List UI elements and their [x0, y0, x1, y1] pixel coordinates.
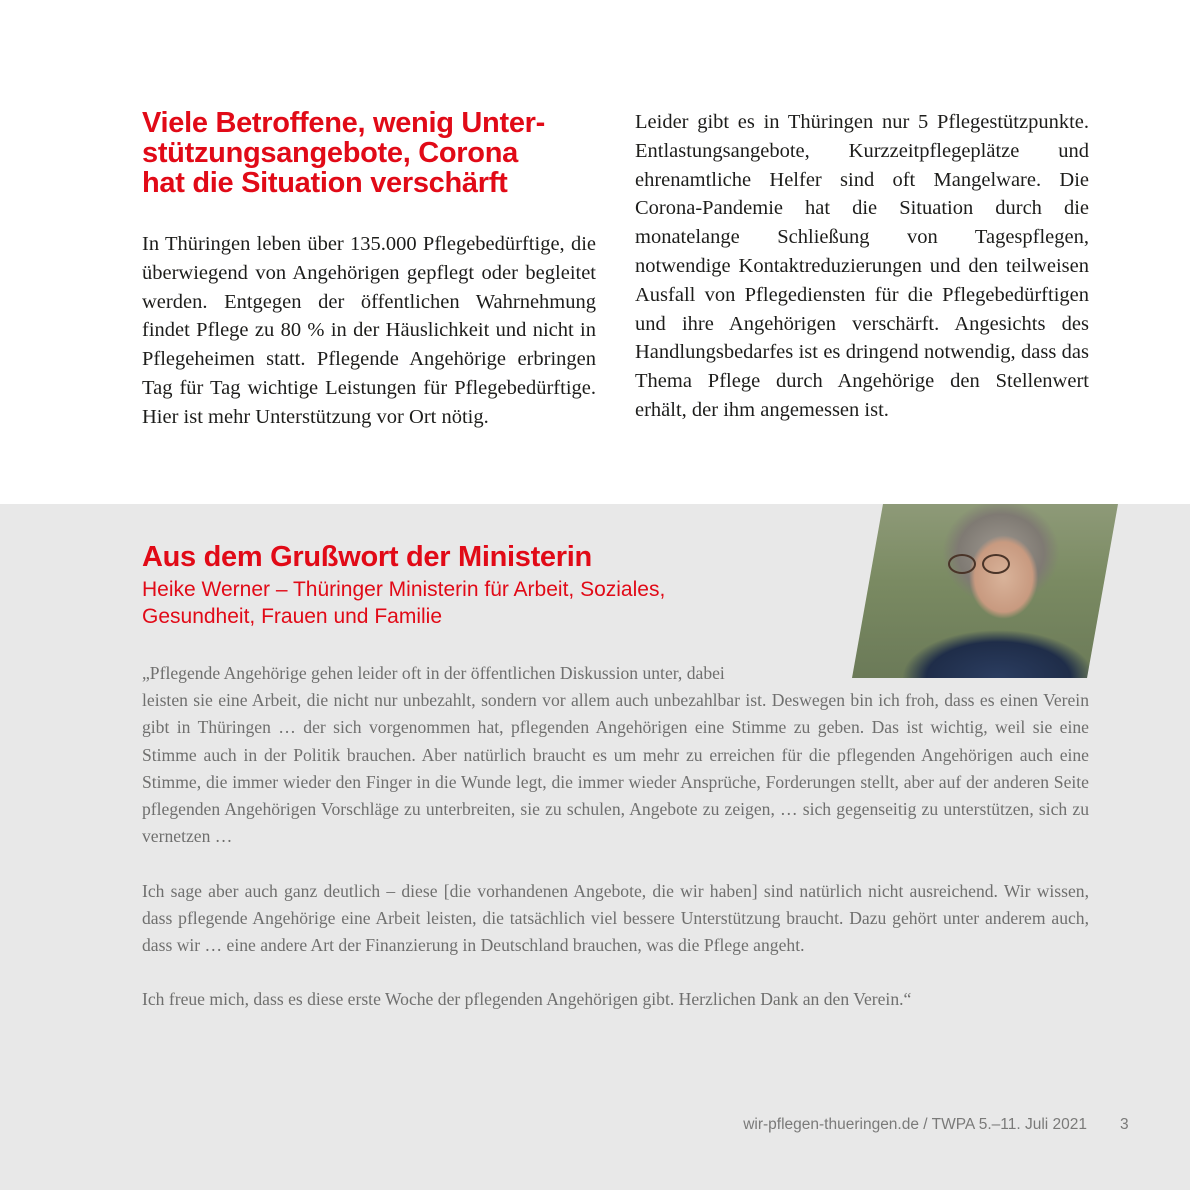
- left-column: [142, 108, 596, 432]
- quote-paragraph-2: Ich sage aber auch ganz deutlich – diese [die vorhandenen Angebote, die wir haben] sind natürlich nicht ausreichend. Wir wissen, dass pflegende Angehörige eine Arbeit leisten, die tatsächlich viel bessere Unterstützung braucht. Dazu gehört unter anderem auch, dass wir … eine andere Art der Finanzierung in Deutschland brauchen, was die Pflege angeht.: [142, 880, 1089, 956]
- intro-headline-line: Viele Betroffene, wenig Unter-: [142, 107, 545, 139]
- intro-paragraph-right: Leider gibt es in Thüringen nur 5 Pflegestützpunkte. Entlastungsangebote, Kurzzeitpflegeplätze und ehrenamtliche Helfer sind oft Mangelware. Die Corona-Pandemie hat die Situation durch die monatelange Schließung von Tagespflegen, notwendige Kontaktreduzierungen und den teilweisen Ausfall von Pflegediensten für die Pflegebedürftigen und ihre Angehörigen verschärft. Angesichts des Handlungsbedarfes ist es dringend notwendig, dass das Thema Pflege durch Angehörige den Stellenwert erhält, der ihm angemessen ist.: [635, 111, 1089, 421]
- minister-quote: [142, 660, 1089, 1041]
- greeting-subtitle-line: Gesundheit, Frauen und Familie: [142, 605, 442, 628]
- intro-paragraph-left: In Thüringen leben über 135.000 Pflegebedürftige, die überwiegend von Angehörigen gepflegt oder begleitet werden. Entgegen der öffentlichen Wahrnehmung findet Pflege zu 80 % in der Häuslichkeit und nicht in Pflegeheimen statt. Pflegende Angehörige erbringen Tag für Tag wichtige Leistungen für Pflegebedürftige. Hier ist mehr Unterstützung vor Ort nötig.: [142, 233, 596, 428]
- minister-portrait-photo: [852, 504, 1118, 678]
- glasses-shape: [948, 554, 1010, 570]
- intro-section: [0, 0, 1190, 504]
- quote-paragraph-3: Ich freue mich, dass es diese erste Woche der pflegenden Angehörigen gibt. Herzlichen Dank an den Verein.“: [142, 989, 912, 1010]
- greeting-subtitle: [142, 576, 782, 630]
- intro-headline-line: stützungsangebote, Corona: [142, 137, 518, 169]
- quote-first-line: „Pflegende Angehörige gehen leider oft in der öffentlichen Diskussion unter, dabei: [142, 663, 725, 683]
- intro-headline: [142, 108, 596, 198]
- quote-paragraph-1: leisten sie eine Arbeit, die nicht nur unbezahlt, sondern vor allem auch unbezahlbar ist. Deswegen bin ich froh, dass es einen Verein gibt in Thüringen … der sich vorgenommen hat, pflegenden Angehörigen eine Stimme zu geben. Das ist wichtig, weil sie eine Stimme auch in der Politik brauchen. Aber natürlich braucht es um mehr zu erreichen für die pflegenden Angehörigen auch eine Stimme, die immer wieder den Finger in die Wunde legt, die immer wieder Ansprüche, Forderungen stellt, aber auf der anderen Seite pflegenden Angehörigen Vorschläge zu unterbreiten, sie zu schulen, Angebote zu zeigen, … sich gegenseitig zu unterstützen, sich zu vernetzen …: [142, 690, 1089, 847]
- footer-text: wir-pflegen-thueringen.de / TWPA 5.–11. Juli 2021: [743, 1116, 1087, 1133]
- right-column: [635, 108, 1089, 425]
- page-number: 3: [1120, 1116, 1129, 1133]
- intro-headline-line: hat die Situation verschärft: [142, 167, 508, 199]
- greeting-title: Aus dem Grußwort der Ministerin: [142, 541, 592, 573]
- greeting-subtitle-line: Heike Werner – Thüringer Ministerin für Arbeit, Soziales,: [142, 578, 666, 601]
- page-footer: [0, 1116, 1190, 1140]
- greeting-section: [0, 504, 1190, 1190]
